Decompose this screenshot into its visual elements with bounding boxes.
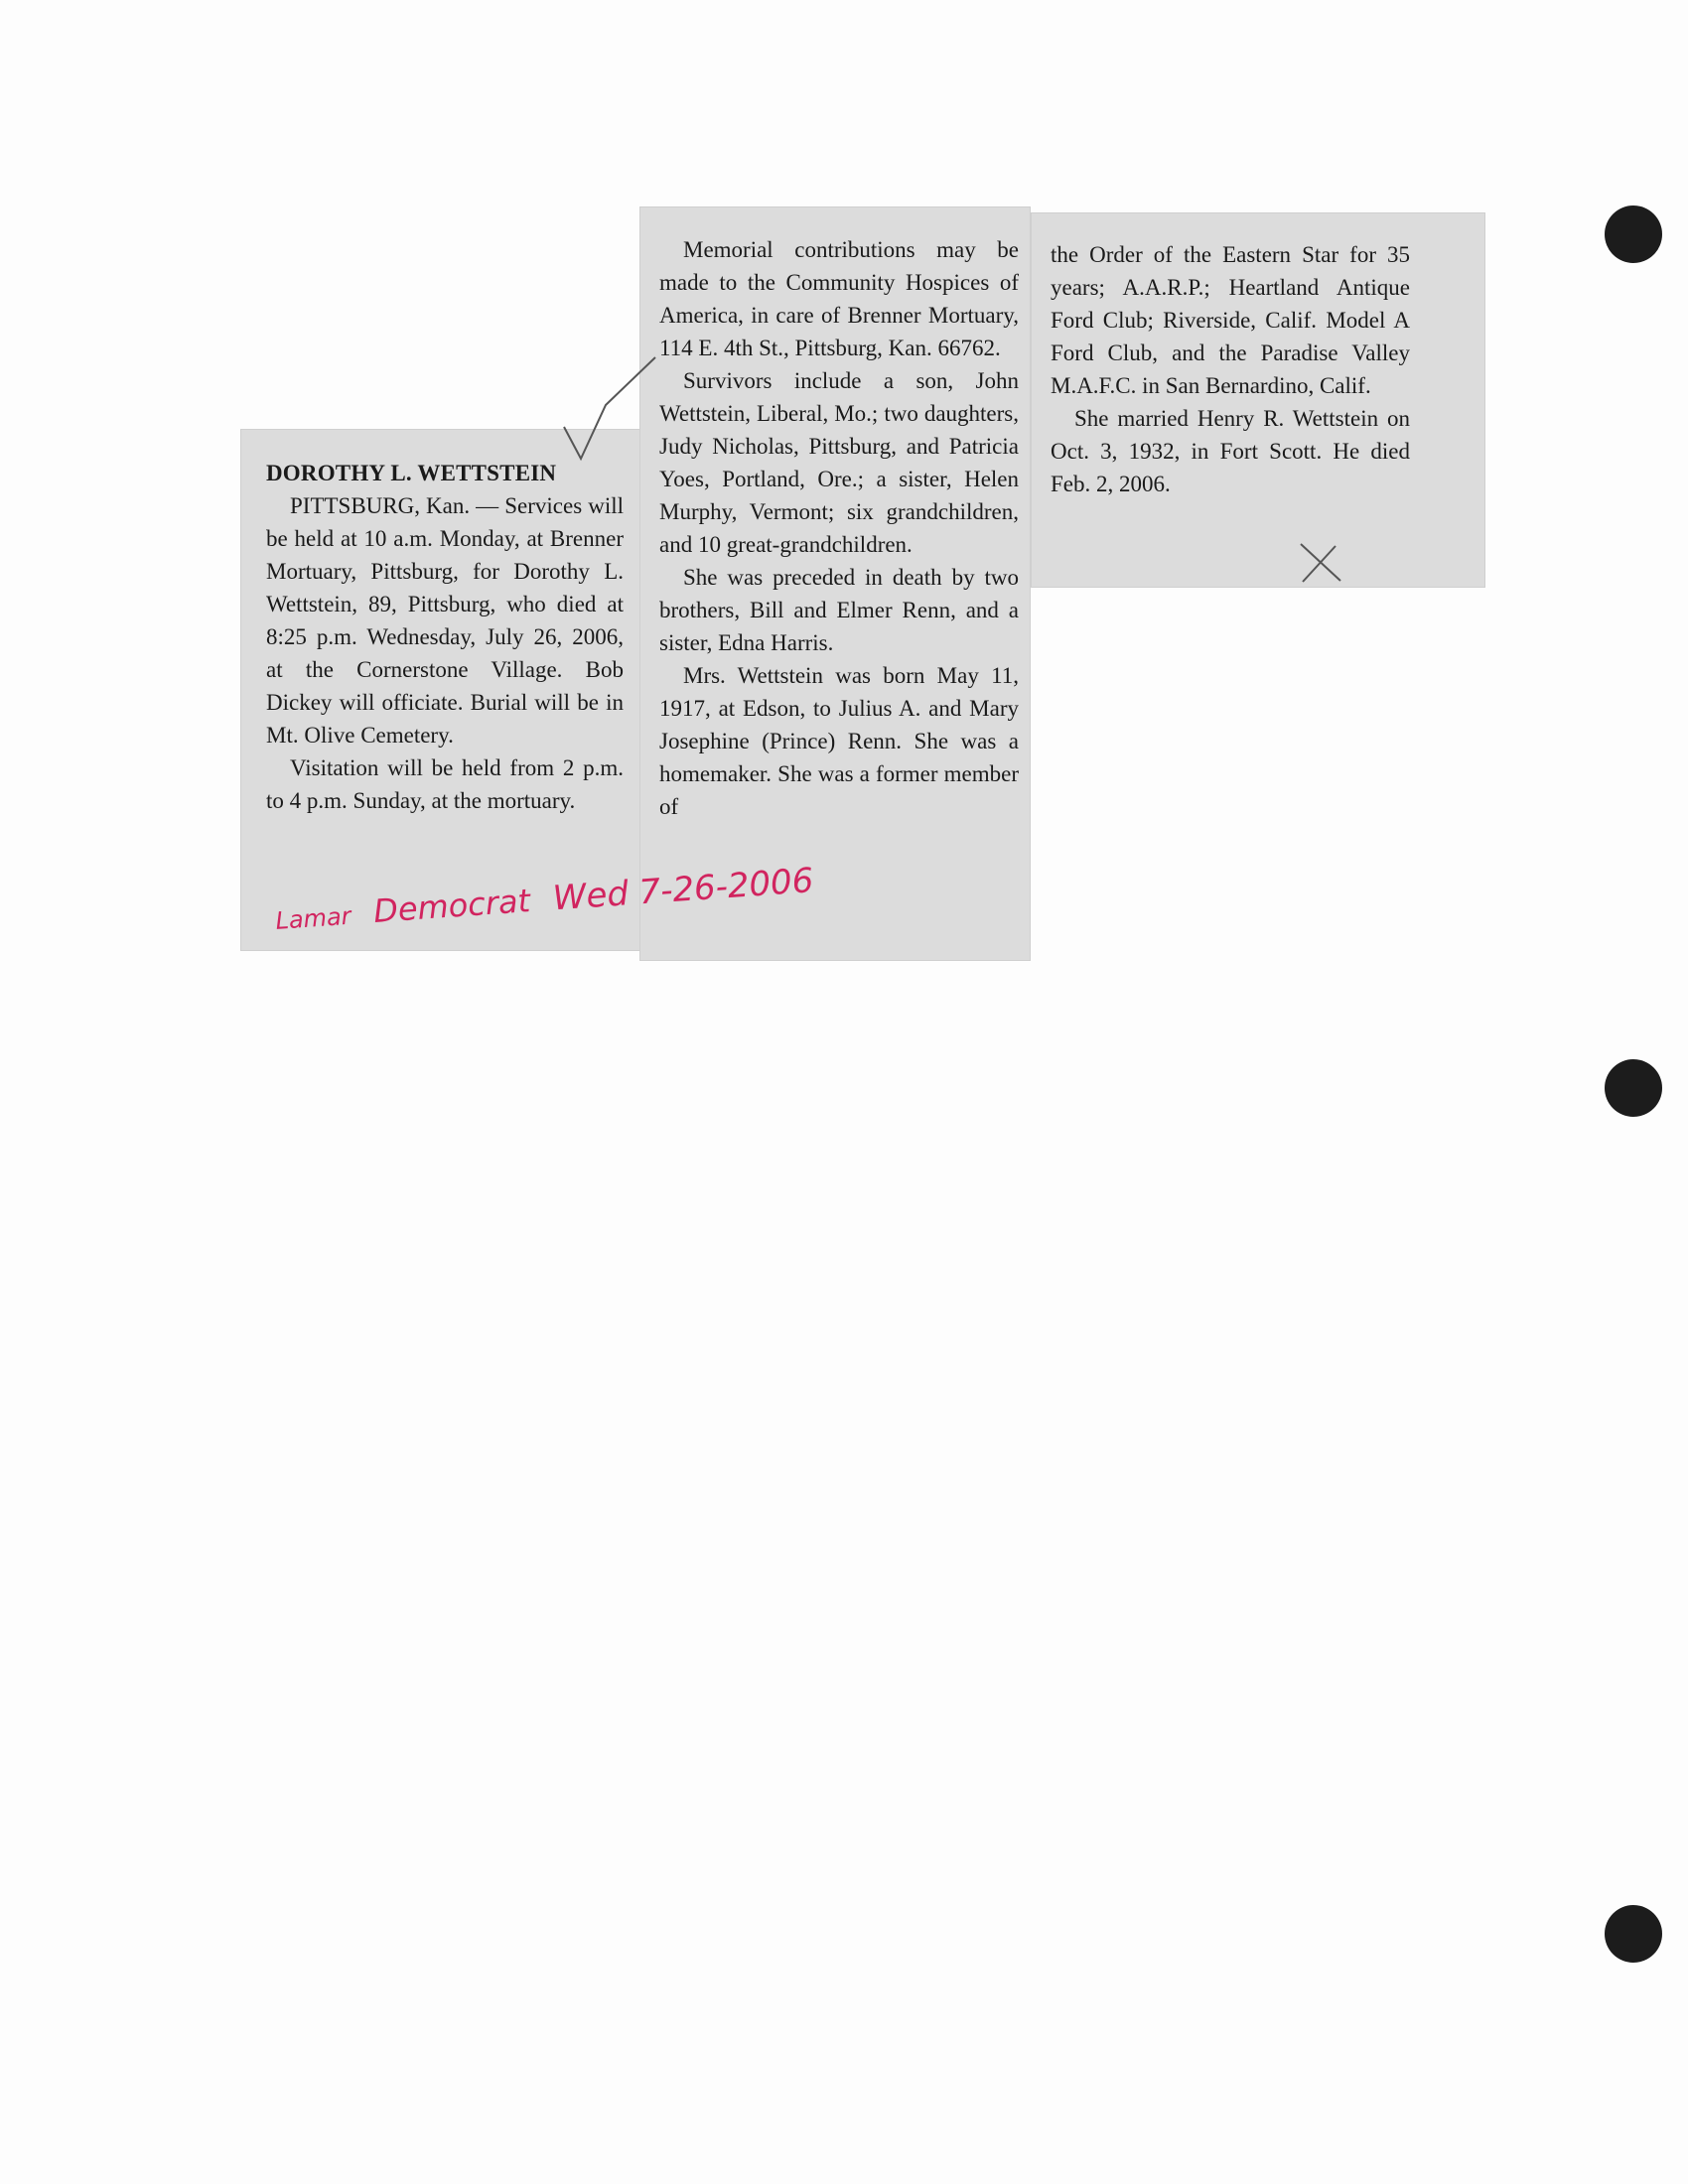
- note-paper: Democrat: [371, 882, 532, 930]
- note-town: Lamar: [274, 901, 352, 935]
- obituary-paragraph: She was preceded in death by two brothers, Bill and Elmer Renn, and a sister, Edna Harris.: [659, 565, 1019, 655]
- obituary-paragraph: Mrs. Wettstein was born May 11, 1917, at Edson, to Julius A. and Mary Josephine (Prince) Renn. She was a homemaker. She was a former member of: [659, 663, 1019, 819]
- binder-hole: [1605, 205, 1662, 263]
- note-date: Wed 7-26-2006: [551, 861, 815, 919]
- binder-hole: [1605, 1905, 1662, 1963]
- obituary-paragraph: PITTSBURG, Kan. — Services will be held at 10 a.m. Monday, at Brenner Mortuary, Pittsburg, for Dorothy L. Wettstein, 89, Pittsburg, who died at 8:25 p.m. Wednesday, July 26, 2006, at the Cornerstone Village. Bob Dickey will officiate. Burial will be in Mt. Olive Cemetery.: [266, 493, 624, 748]
- x-mark: [1301, 544, 1340, 582]
- binder-hole: [1605, 1059, 1662, 1117]
- obituary-paragraph: She married Henry R. Wettstein on Oct. 3, 1932, in Fort Scott. He died Feb. 2, 2006.: [1051, 406, 1410, 496]
- check-mark: [564, 357, 655, 459]
- obituary-paragraph: Memorial contributions may be made to the Community Hospices of America, in care of Brenner Mortuary, 114 E. 4th St., Pittsburg, Kan. 66762.: [659, 237, 1019, 360]
- obituary-paragraph: Survivors include a son, John Wettstein, Liberal, Mo.; two daughters, Judy Nicholas, Pittsburg, and Patricia Yoes, Portland, Ore.; a sister, Helen Murphy, Vermont; six grandchildren, and 10 great-grandchildren.: [659, 368, 1019, 557]
- obituary-paragraph: Visitation will be held from 2 p.m. to 4 p.m. Sunday, at the mortuary.: [266, 755, 624, 813]
- obituary-heading: DOROTHY L. WETTSTEIN: [266, 461, 557, 485]
- obituary-paragraph: the Order of the Eastern Star for 35 years; A.A.R.P.; Heartland Antique Ford Club; Riverside, Calif. Model A Ford Club, and the Paradise Valley M.A.F.C. in San Bernardino, Calif.: [1051, 242, 1410, 398]
